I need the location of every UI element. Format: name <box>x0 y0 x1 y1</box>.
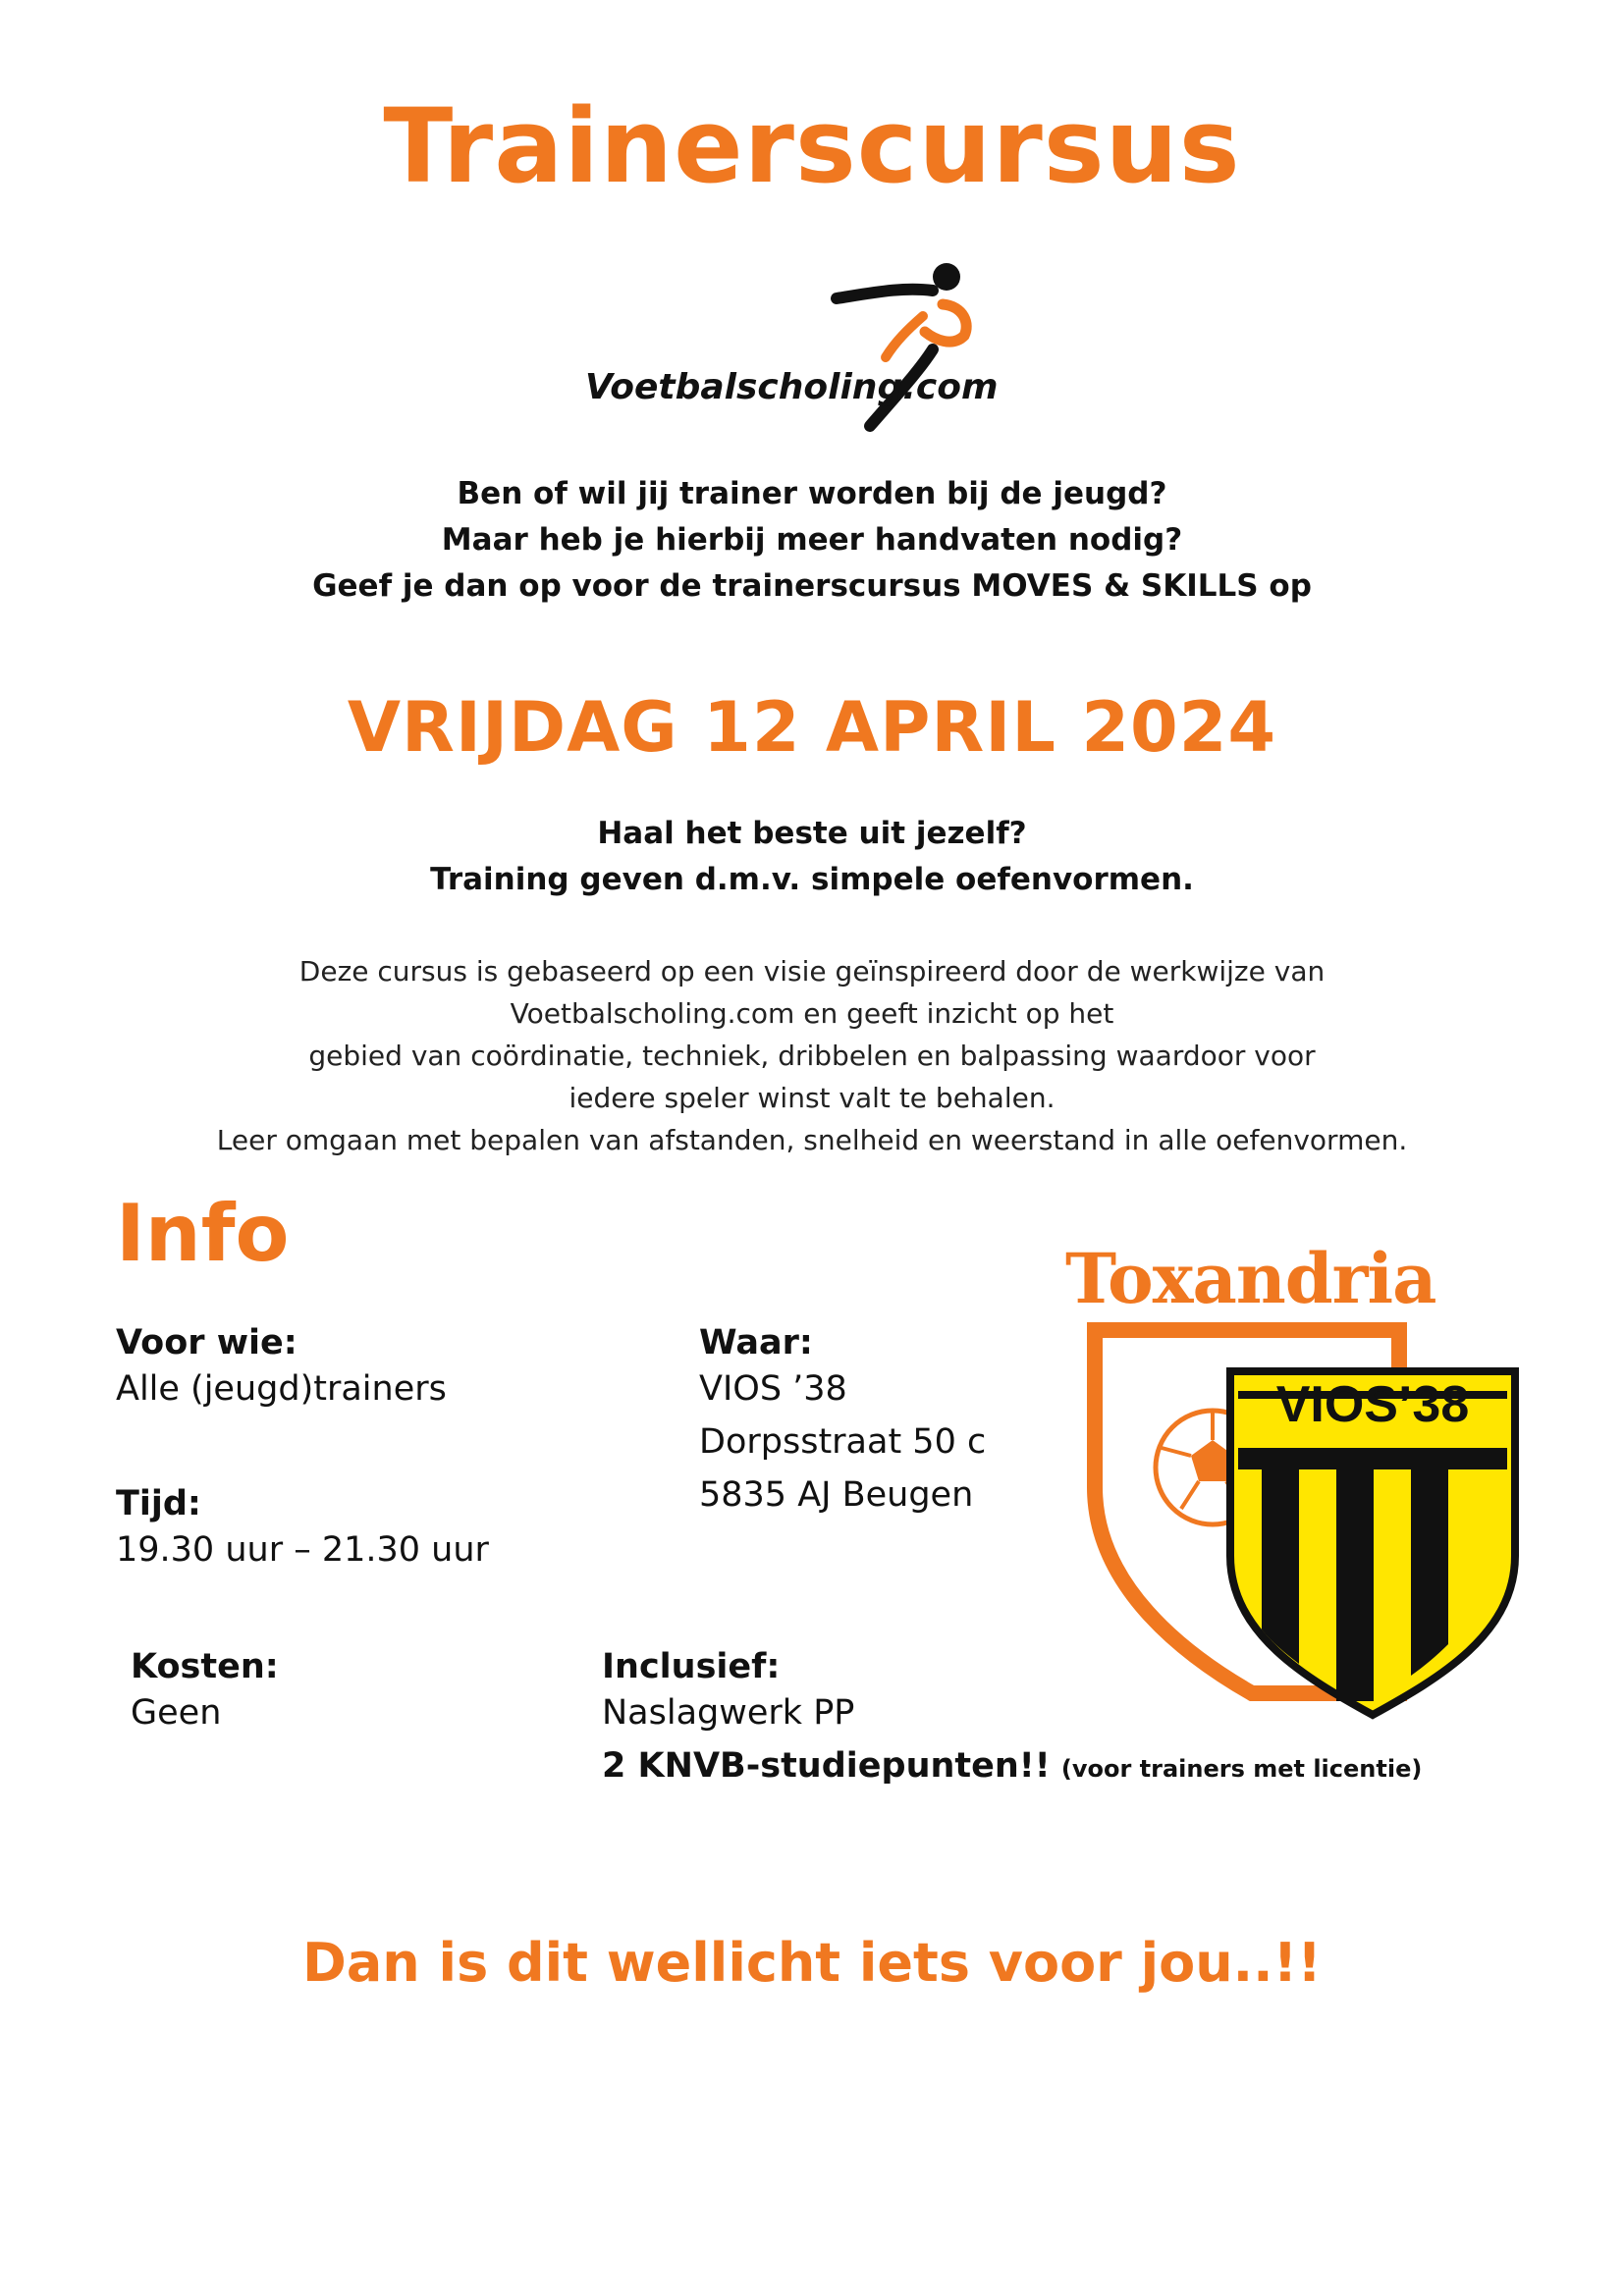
page-title: Trainerscursus <box>383 86 1241 206</box>
player-icon <box>579 257 1060 434</box>
inclusief-line: Naslagwerk PP <box>602 1693 855 1733</box>
intro-line: Ben of wil jij trainer worden bij de jeugd? <box>457 476 1167 511</box>
subheading-line: Haal het beste uit jezelf? <box>597 816 1027 851</box>
studiepunten-text: 2 KNVB-studiepunten!! <box>602 1746 1051 1786</box>
intro-text <box>0 471 1624 610</box>
toxandria-vios-logo <box>1065 1232 1527 1723</box>
waar-label: Waar: <box>699 1323 813 1362</box>
description-line: gebied van coördinatie, techniek, dribbelen en balpassing waardoor voor <box>308 1040 1316 1072</box>
licentie-note: (voor trainers met licentie) <box>1060 1755 1423 1783</box>
subheading-line: Training geven d.m.v. simpele oefenvormen. <box>430 862 1194 897</box>
inclusief-label: Inclusief: <box>602 1647 781 1686</box>
waar-line: 5835 AJ Beugen <box>699 1475 974 1515</box>
waar-block <box>699 1323 986 1522</box>
description-line: iedere speler winst valt te behalen. <box>568 1082 1056 1114</box>
vios-text: VIOS’38 <box>1275 1376 1470 1433</box>
description-line: Deze cursus is gebaseerd op een visie geïnspireerd door de werkwijze van <box>298 955 1326 988</box>
voetbalscholing-wordmark: Voetbalscholing.com <box>585 367 999 407</box>
voetbalscholing-logo <box>579 257 1060 434</box>
waar-line: Dorpsstraat 50 c <box>699 1422 987 1462</box>
description-line: Voetbalscholing.com en geeft inzicht op het <box>510 997 1114 1030</box>
intro-line: Maar heb je hierbij meer handvaten nodig? <box>441 522 1183 558</box>
subheading <box>0 811 1624 903</box>
description <box>0 950 1624 1161</box>
kosten-block <box>131 1647 279 1739</box>
waar-line: VIOS ’38 <box>699 1369 847 1409</box>
toxandria-text: Toxandria <box>1065 1238 1436 1319</box>
inclusief-line <box>602 1739 1422 1795</box>
course-date: VRIJDAG 12 APRIL 2024 <box>347 687 1277 768</box>
info-heading: Info <box>116 1188 290 1279</box>
closing-text: Dan is dit wellicht iets voor jou..!! <box>302 1932 1322 1994</box>
intro-line: Geef je dan op voor de trainerscursus MOVES & SKILLS op <box>312 568 1312 604</box>
tijd-value: 19.30 uur – 21.30 uur <box>116 1530 489 1570</box>
tijd-label: Tijd: <box>116 1484 201 1523</box>
kosten-label: Kosten: <box>131 1647 279 1686</box>
description-line: Leer omgaan met bepalen van afstanden, snelheid en weerstand in alle oefenvormen. <box>216 1124 1408 1156</box>
kosten-value: Geen <box>131 1693 222 1733</box>
tijd-block <box>116 1484 489 1576</box>
voor-wie-value: Alle (jeugd)trainers <box>116 1369 447 1409</box>
voor-wie-block <box>116 1323 447 1415</box>
voor-wie-label: Voor wie: <box>116 1323 298 1362</box>
